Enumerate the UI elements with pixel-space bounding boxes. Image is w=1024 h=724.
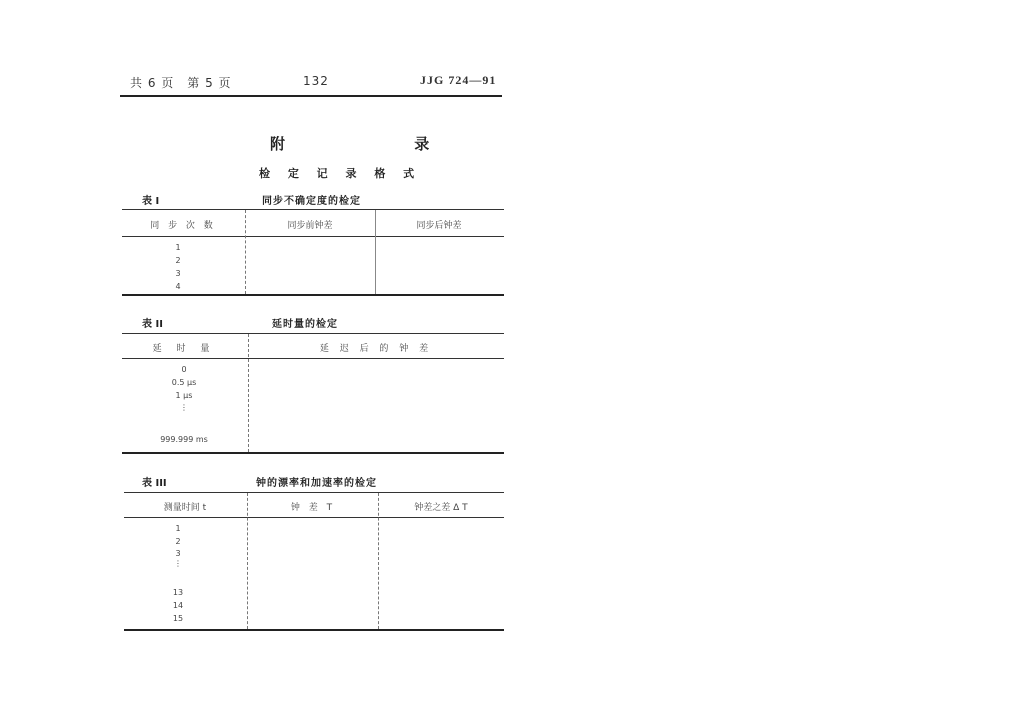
table-3-col-1: 测量时间 t [163,503,207,513]
header-rule [120,95,502,97]
table-row: 15 [172,614,184,623]
table-row: 999.999 ms [160,435,208,444]
table-3-label: 表 III [142,478,167,489]
table-row: 13 [172,588,184,597]
table-1-top-rule [122,209,504,210]
standard-code: JJG 724—91 [420,73,497,87]
table-2-caption: 延时量的检定 [272,319,338,330]
table-row: 3 [175,549,181,558]
appendix-title: 附 录 [270,135,492,153]
table-3-col-3: 钟差之差 Δ T [414,503,468,513]
table-row: 2 [175,256,181,265]
table-row: 0 [181,365,187,374]
table-1-col-3: 同步后钟差 [416,221,462,231]
table-2-bottom-rule [122,452,504,454]
table-row: 14 [172,601,184,610]
table-row: 4 [175,282,181,291]
table-1-divider-1 [245,210,246,294]
table-1-caption: 同步不确定度的检定 [262,196,361,207]
table-row: 2 [175,537,181,546]
page-info: 共 6 页 第 5 页 [130,76,232,90]
table-row: 1 μs [175,391,193,400]
table-1-head-rule [122,236,504,237]
table-1-divider-2 [375,210,376,294]
table-3-bottom-rule [124,629,504,631]
table-2-divider [248,334,249,452]
table-2-top-rule [122,333,504,334]
table-row: ⋮ [174,559,182,568]
table-1-label: 表 I [142,196,160,207]
table-3-divider-2 [378,493,379,629]
table-2-label: 表 II [142,319,163,330]
table-1-col-1: 同 步 次 数 [150,221,216,231]
table-3-col-2: 钟 差 T [290,503,336,513]
table-row: 3 [175,269,181,278]
table-3-head-rule [124,517,504,518]
table-3-caption: 钟的漂率和加速率的检定 [256,478,377,489]
table-1-col-2: 同步前钟差 [287,221,333,231]
table-row: 1 [175,524,181,533]
table-row: 1 [175,243,181,252]
page-number: 132 [303,74,329,88]
table-3-top-rule [124,492,504,493]
table-row: 0.5 μs [171,378,197,387]
table-row: ⋮ [180,403,188,412]
table-3-divider-1 [247,493,248,629]
table-2-col-2: 延 迟 后 的 钟 差 [319,344,433,354]
table-1-bottom-rule [122,294,504,296]
table-2-head-rule [122,358,504,359]
appendix-subtitle: 检 定 记 录 格 式 [259,167,422,180]
table-2-col-1: 延 时 量 [152,344,216,354]
